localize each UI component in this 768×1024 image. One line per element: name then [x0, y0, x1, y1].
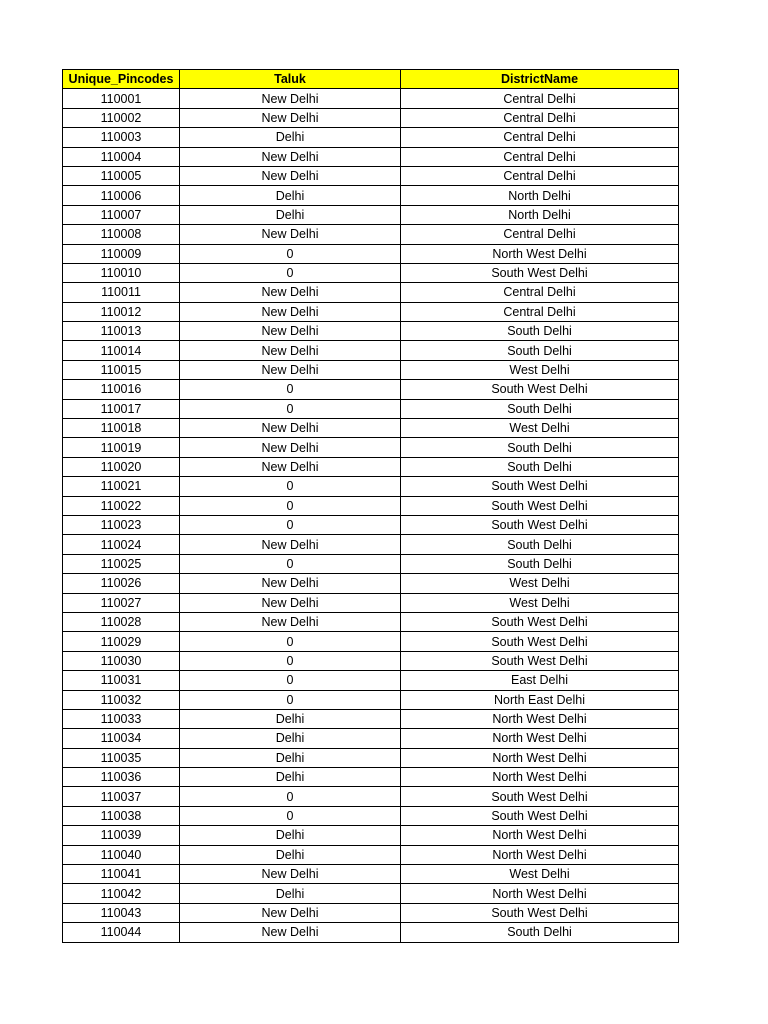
cell-taluk[interactable]: 0	[180, 263, 401, 282]
cell-district[interactable]: North West Delhi	[401, 709, 679, 728]
cell-taluk[interactable]: 0	[180, 787, 401, 806]
cell-pincode[interactable]: 110028	[63, 612, 180, 631]
cell-district[interactable]: South West Delhi	[401, 515, 679, 534]
cell-pincode[interactable]: 110041	[63, 865, 180, 884]
cell-district[interactable]: South West Delhi	[401, 380, 679, 399]
cell-district[interactable]: North West Delhi	[401, 748, 679, 767]
table-row	[63, 690, 679, 709]
cell-pincode[interactable]: 110029	[63, 632, 180, 651]
cell-district[interactable]: Central Delhi	[401, 147, 679, 166]
cell-pincode[interactable]: 110016	[63, 380, 180, 399]
cell-pincode[interactable]: 110018	[63, 419, 180, 438]
cell-district[interactable]: Central Delhi	[401, 128, 679, 147]
cell-taluk[interactable]: New Delhi	[180, 923, 401, 942]
cell-taluk[interactable]: 0	[180, 515, 401, 534]
cell-taluk[interactable]: Delhi	[180, 748, 401, 767]
table-row	[63, 341, 679, 360]
header-district-name[interactable]: DistrictName	[401, 70, 679, 89]
cell-pincode[interactable]: 110015	[63, 360, 180, 379]
cell-district[interactable]: North West Delhi	[401, 768, 679, 787]
table-row	[63, 593, 679, 612]
cell-taluk[interactable]: New Delhi	[180, 612, 401, 631]
cell-pincode[interactable]: 110032	[63, 690, 180, 709]
cell-pincode[interactable]: 110005	[63, 166, 180, 185]
cell-taluk[interactable]: New Delhi	[180, 903, 401, 922]
cell-pincode[interactable]: 110030	[63, 651, 180, 670]
cell-pincode[interactable]: 110023	[63, 515, 180, 534]
table-row	[63, 845, 679, 864]
table-row	[63, 225, 679, 244]
cell-pincode[interactable]: 110024	[63, 535, 180, 554]
cell-district[interactable]: West Delhi	[401, 360, 679, 379]
cell-taluk[interactable]: New Delhi	[180, 166, 401, 185]
cell-district[interactable]: West Delhi	[401, 574, 679, 593]
cell-district[interactable]: North West Delhi	[401, 845, 679, 864]
cell-district[interactable]: South Delhi	[401, 341, 679, 360]
cell-pincode[interactable]: 110042	[63, 884, 180, 903]
cell-pincode[interactable]: 110022	[63, 496, 180, 515]
cell-pincode[interactable]: 110012	[63, 302, 180, 321]
cell-pincode[interactable]: 110006	[63, 186, 180, 205]
cell-pincode[interactable]: 110013	[63, 322, 180, 341]
table-row	[63, 399, 679, 418]
cell-district[interactable]: North Delhi	[401, 186, 679, 205]
cell-district[interactable]: South West Delhi	[401, 632, 679, 651]
cell-taluk[interactable]: Delhi	[180, 884, 401, 903]
table-row	[63, 380, 679, 399]
table-row	[63, 768, 679, 787]
cell-pincode[interactable]: 110038	[63, 806, 180, 825]
cell-district[interactable]: West Delhi	[401, 593, 679, 612]
cell-district[interactable]: Central Delhi	[401, 225, 679, 244]
cell-district[interactable]: South West Delhi	[401, 612, 679, 631]
cell-taluk[interactable]: 0	[180, 671, 401, 690]
cell-district[interactable]: South Delhi	[401, 322, 679, 341]
cell-taluk[interactable]: 0	[180, 554, 401, 573]
cell-pincode[interactable]: 110002	[63, 108, 180, 127]
cell-taluk[interactable]: 0	[180, 632, 401, 651]
cell-district[interactable]: North East Delhi	[401, 690, 679, 709]
cell-district[interactable]: South West Delhi	[401, 651, 679, 670]
cell-district[interactable]: South Delhi	[401, 457, 679, 476]
cell-district[interactable]: North West Delhi	[401, 826, 679, 845]
cell-district[interactable]: South Delhi	[401, 399, 679, 418]
cell-pincode[interactable]: 110027	[63, 593, 180, 612]
cell-taluk[interactable]: New Delhi	[180, 419, 401, 438]
table-row	[63, 302, 679, 321]
cell-pincode[interactable]: 110036	[63, 768, 180, 787]
cell-taluk[interactable]: 0	[180, 690, 401, 709]
table-row	[63, 787, 679, 806]
table-row	[63, 244, 679, 263]
cell-pincode[interactable]: 110011	[63, 283, 180, 302]
cell-taluk[interactable]: New Delhi	[180, 147, 401, 166]
cell-district[interactable]: Central Delhi	[401, 283, 679, 302]
header-unique-pincodes[interactable]: Unique_Pincodes	[63, 70, 180, 89]
cell-pincode[interactable]: 110020	[63, 457, 180, 476]
table-row	[63, 438, 679, 457]
cell-pincode[interactable]: 110026	[63, 574, 180, 593]
table-row	[63, 632, 679, 651]
table-row	[63, 709, 679, 728]
cell-district[interactable]: North West Delhi	[401, 244, 679, 263]
table-row	[63, 360, 679, 379]
cell-taluk[interactable]: New Delhi	[180, 535, 401, 554]
cell-pincode[interactable]: 110008	[63, 225, 180, 244]
cell-district[interactable]: South West Delhi	[401, 787, 679, 806]
cell-taluk[interactable]: Delhi	[180, 205, 401, 224]
cell-taluk[interactable]: Delhi	[180, 768, 401, 787]
cell-district[interactable]: South West Delhi	[401, 806, 679, 825]
cell-district[interactable]: South Delhi	[401, 438, 679, 457]
cell-taluk[interactable]: 0	[180, 806, 401, 825]
cell-taluk[interactable]: 0	[180, 651, 401, 670]
table-row	[63, 128, 679, 147]
cell-pincode[interactable]: 110003	[63, 128, 180, 147]
cell-taluk[interactable]: New Delhi	[180, 322, 401, 341]
table-row	[63, 826, 679, 845]
table-row	[63, 554, 679, 573]
table-row	[63, 748, 679, 767]
cell-taluk[interactable]: New Delhi	[180, 89, 401, 108]
table-header	[63, 70, 679, 89]
cell-pincode[interactable]: 110031	[63, 671, 180, 690]
cell-pincode[interactable]: 110043	[63, 903, 180, 922]
table-row	[63, 574, 679, 593]
cell-district[interactable]: West Delhi	[401, 865, 679, 884]
table-row	[63, 865, 679, 884]
cell-pincode[interactable]: 110037	[63, 787, 180, 806]
pincode-sheet	[62, 69, 678, 943]
cell-district[interactable]: North West Delhi	[401, 729, 679, 748]
cell-taluk[interactable]: New Delhi	[180, 574, 401, 593]
cell-district[interactable]: Central Delhi	[401, 108, 679, 127]
pincode-table	[62, 69, 679, 943]
cell-taluk[interactable]: New Delhi	[180, 283, 401, 302]
cell-district[interactable]: South Delhi	[401, 554, 679, 573]
cell-district[interactable]: West Delhi	[401, 419, 679, 438]
table-row	[63, 477, 679, 496]
header-row	[63, 70, 679, 89]
cell-taluk[interactable]: New Delhi	[180, 341, 401, 360]
cell-district[interactable]: North Delhi	[401, 205, 679, 224]
cell-taluk[interactable]: Delhi	[180, 729, 401, 748]
cell-district[interactable]: South Delhi	[401, 923, 679, 942]
table-row	[63, 651, 679, 670]
cell-pincode[interactable]: 110035	[63, 748, 180, 767]
table-row	[63, 806, 679, 825]
table-row	[63, 166, 679, 185]
table-row	[63, 729, 679, 748]
cell-pincode[interactable]: 110004	[63, 147, 180, 166]
cell-district[interactable]: Central Delhi	[401, 166, 679, 185]
cell-taluk[interactable]: 0	[180, 496, 401, 515]
cell-taluk[interactable]: Delhi	[180, 128, 401, 147]
cell-district[interactable]: Central Delhi	[401, 89, 679, 108]
table-row	[63, 903, 679, 922]
table-row	[63, 147, 679, 166]
cell-pincode[interactable]: 110010	[63, 263, 180, 282]
cell-taluk[interactable]: New Delhi	[180, 225, 401, 244]
table-row	[63, 205, 679, 224]
cell-pincode[interactable]: 110007	[63, 205, 180, 224]
cell-taluk[interactable]: New Delhi	[180, 302, 401, 321]
table-row	[63, 515, 679, 534]
cell-pincode[interactable]: 110019	[63, 438, 180, 457]
cell-district[interactable]: South Delhi	[401, 535, 679, 554]
cell-taluk[interactable]: New Delhi	[180, 865, 401, 884]
table-row	[63, 108, 679, 127]
cell-taluk[interactable]: New Delhi	[180, 360, 401, 379]
table-body	[63, 89, 679, 942]
header-taluk[interactable]: Taluk	[180, 70, 401, 89]
cell-taluk[interactable]: Delhi	[180, 826, 401, 845]
cell-taluk[interactable]: Delhi	[180, 845, 401, 864]
table-row	[63, 612, 679, 631]
table-row	[63, 496, 679, 515]
table-row	[63, 263, 679, 282]
cell-taluk[interactable]: Delhi	[180, 709, 401, 728]
cell-pincode[interactable]: 110025	[63, 554, 180, 573]
cell-taluk[interactable]: New Delhi	[180, 438, 401, 457]
table-row	[63, 322, 679, 341]
cell-taluk[interactable]: 0	[180, 380, 401, 399]
cell-taluk[interactable]: New Delhi	[180, 108, 401, 127]
cell-pincode[interactable]: 110001	[63, 89, 180, 108]
cell-pincode[interactable]: 110044	[63, 923, 180, 942]
cell-district[interactable]: North West Delhi	[401, 884, 679, 903]
cell-district[interactable]: South West Delhi	[401, 477, 679, 496]
cell-district[interactable]: South West Delhi	[401, 263, 679, 282]
cell-pincode[interactable]: 110039	[63, 826, 180, 845]
table-row	[63, 535, 679, 554]
cell-district[interactable]: East Delhi	[401, 671, 679, 690]
cell-pincode[interactable]: 110033	[63, 709, 180, 728]
cell-pincode[interactable]: 110017	[63, 399, 180, 418]
cell-pincode[interactable]: 110034	[63, 729, 180, 748]
cell-district[interactable]: South West Delhi	[401, 496, 679, 515]
cell-taluk[interactable]: Delhi	[180, 186, 401, 205]
cell-taluk[interactable]: 0	[180, 399, 401, 418]
table-row	[63, 923, 679, 942]
cell-taluk[interactable]: 0	[180, 477, 401, 496]
table-row	[63, 89, 679, 108]
cell-taluk[interactable]: New Delhi	[180, 457, 401, 476]
cell-taluk[interactable]: New Delhi	[180, 593, 401, 612]
table-row	[63, 186, 679, 205]
table-row	[63, 671, 679, 690]
cell-pincode[interactable]: 110021	[63, 477, 180, 496]
table-row	[63, 419, 679, 438]
cell-pincode[interactable]: 110014	[63, 341, 180, 360]
cell-district[interactable]: South West Delhi	[401, 903, 679, 922]
cell-pincode[interactable]: 110040	[63, 845, 180, 864]
cell-district[interactable]: Central Delhi	[401, 302, 679, 321]
table-row	[63, 884, 679, 903]
table-row	[63, 457, 679, 476]
cell-pincode[interactable]: 110009	[63, 244, 180, 263]
cell-taluk[interactable]: 0	[180, 244, 401, 263]
table-row	[63, 283, 679, 302]
